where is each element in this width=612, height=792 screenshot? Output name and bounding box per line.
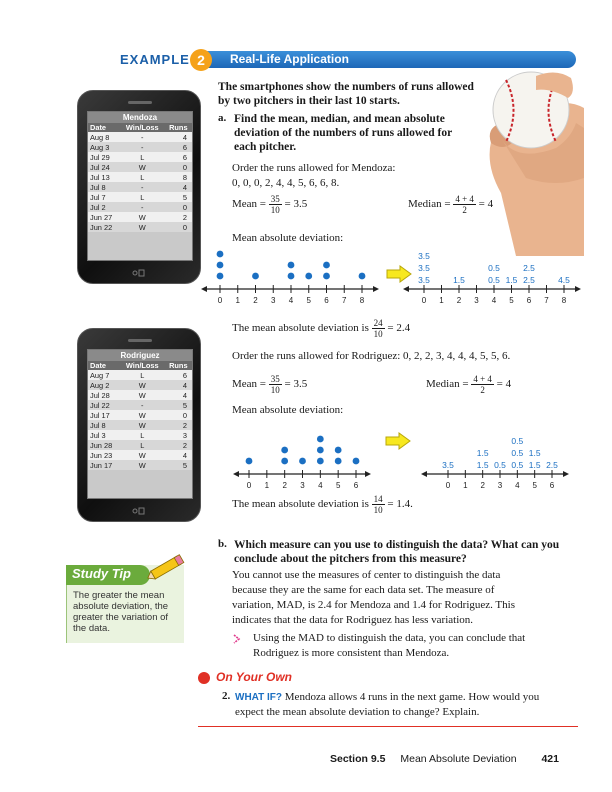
data-dot	[353, 458, 360, 465]
mad-sentence: The mean absolute deviation is	[232, 498, 369, 511]
mendoza-table	[88, 112, 192, 232]
deviation-label: 1.5	[476, 460, 489, 470]
table-header: Runs	[165, 361, 192, 370]
median-result: = 4	[496, 378, 512, 391]
question-line: each pitcher.	[234, 141, 297, 153]
table-cell: 3	[165, 430, 192, 440]
table-cell: 6	[165, 370, 192, 380]
tip-line: greater the variation of	[73, 612, 169, 623]
table-cell: L	[120, 370, 165, 380]
mendoza-mad-result	[232, 318, 410, 339]
tick-label: 5	[335, 481, 341, 490]
table-cell: -	[120, 202, 165, 212]
order-values: 0, 0, 0, 2, 4, 4, 5, 6, 6, 8.	[232, 177, 340, 189]
tip-line: The greater the mean	[73, 590, 165, 601]
deviation-label: 3.5	[418, 263, 430, 273]
tick-label: 4	[318, 481, 323, 490]
table-cell: Jul 8	[88, 182, 120, 192]
phone-speaker	[128, 101, 152, 104]
data-dot	[217, 273, 224, 280]
table-cell: 0	[165, 222, 192, 232]
axis-arrow-left	[421, 471, 427, 477]
rodriguez-median	[426, 374, 511, 395]
table-cell: -	[120, 400, 165, 410]
table-cell: L	[120, 440, 165, 450]
axis-arrow-right	[563, 471, 569, 477]
table-cell: L	[120, 430, 165, 440]
table-cell: 2	[165, 440, 192, 450]
data-dot	[217, 262, 224, 269]
mendoza-dot-plot	[200, 245, 380, 305]
table-cell: Aug 7	[88, 370, 120, 380]
table-header: Win/Loss	[120, 361, 165, 370]
tip-line: absolute deviation, the	[73, 601, 169, 612]
mendoza-table-title: Mendoza	[88, 112, 192, 123]
deviation-label: 0.5	[511, 436, 524, 446]
rodriguez-table	[88, 350, 192, 470]
table-cell: L	[120, 152, 165, 162]
exercise-number: 2.	[222, 690, 231, 702]
part-b-explanation	[232, 568, 515, 628]
data-dot	[323, 262, 330, 269]
table-cell: Aug 2	[88, 380, 120, 390]
table-row	[88, 430, 192, 440]
deviation-label: 3.5	[418, 275, 430, 285]
deviation-label: 3.5	[418, 251, 430, 261]
phone-screen	[87, 111, 193, 261]
table-cell: 4	[165, 182, 192, 192]
deviation-label: 0.5	[488, 263, 500, 273]
mendoza-mean	[232, 194, 307, 215]
table-cell: 6	[165, 142, 192, 152]
median-fraction: $\frac{4 + 4}{2}$	[473, 374, 492, 395]
tick-label: 4	[288, 296, 294, 305]
tick-label: 0	[421, 296, 427, 305]
table-row	[88, 162, 192, 172]
table-cell: W	[120, 460, 165, 470]
study-tip-title: Study Tip	[72, 566, 131, 581]
data-dot	[317, 447, 324, 454]
deviation-label: 1.5	[528, 448, 541, 458]
deviation-label: 2.5	[523, 275, 535, 285]
mad-fraction: $\frac{24}{10}$	[373, 318, 383, 339]
table-cell: Jun 23	[88, 450, 120, 460]
table-cell: -	[120, 142, 165, 152]
part-b-conclusion	[253, 631, 525, 661]
table-cell: -	[120, 132, 165, 142]
table-cell: 4	[165, 132, 192, 142]
mendoza-phone	[77, 90, 201, 284]
exercise-line: Mendoza allows 4 runs in the next game. How would you	[284, 691, 540, 703]
tick-label: 3	[300, 481, 305, 490]
table-cell: Jun 28	[88, 440, 120, 450]
table-cell: 5	[165, 460, 192, 470]
median-label: Median =	[426, 378, 469, 391]
mad-fraction: $\frac{14}{10}$	[373, 494, 383, 515]
deviation-label: 1.5	[505, 275, 518, 285]
mad-result: = 1.4.	[387, 498, 413, 511]
table-row	[88, 182, 192, 192]
deviation-label: 0.5	[511, 448, 524, 458]
tick-label: 7	[342, 296, 347, 305]
table-cell: W	[120, 162, 165, 172]
mean-label: Mean =	[232, 198, 266, 211]
mad-sentence: The mean absolute deviation is	[232, 322, 369, 335]
table-cell: 0	[165, 162, 192, 172]
table-cell: Jul 17	[88, 410, 120, 420]
question-line: Find the mean, median, and mean absolute	[234, 113, 445, 125]
rodriguez-mad-label: Mean absolute deviation:	[232, 404, 344, 416]
exercise-text	[235, 690, 539, 720]
explanation-line: because they are the same for each data set. The measure of	[232, 584, 495, 596]
table-row	[88, 370, 192, 380]
deviation-label: 3.5	[442, 460, 454, 470]
table-cell: L	[120, 172, 165, 182]
question-line: Which measure can you use to distinguish the data? What can you	[234, 539, 560, 551]
table-cell: W	[120, 390, 165, 400]
mean-label: Mean =	[232, 378, 266, 391]
table-row	[88, 400, 192, 410]
deviation-label: 2.5	[523, 263, 535, 273]
divider	[198, 726, 578, 727]
table-row	[88, 390, 192, 400]
mendoza-deviation-plot	[402, 245, 582, 305]
data-dot	[335, 447, 342, 454]
table-cell: L	[120, 192, 165, 202]
tick-label: 1	[439, 296, 444, 305]
data-dot	[359, 273, 366, 280]
table-row	[88, 450, 192, 460]
data-dot	[317, 458, 324, 465]
table-cell: 5	[165, 400, 192, 410]
tick-label: 5	[532, 481, 537, 490]
mad-result: = 2.4	[387, 322, 411, 335]
table-cell: 8	[165, 172, 192, 182]
table-row	[88, 132, 192, 142]
table-row	[88, 460, 192, 470]
rodriguez-mean	[232, 374, 307, 395]
tick-label: 4	[515, 481, 520, 490]
banner-title: Real-Life Application	[230, 52, 349, 66]
tick-label: 6	[353, 481, 359, 490]
tick-label: 0	[217, 296, 223, 305]
deviation-label: 1.5	[528, 460, 541, 470]
explanation-line: You cannot use the measures of center to distinguish the data	[232, 569, 501, 581]
conclusion-arrow-icon	[232, 633, 244, 645]
table-cell: 4	[165, 450, 192, 460]
axis-arrow-right	[575, 286, 581, 292]
table-cell: Jun 27	[88, 212, 120, 222]
table-cell: Aug 3	[88, 142, 120, 152]
table-cell: 5	[165, 192, 192, 202]
table-cell: Jul 24	[88, 162, 120, 172]
tick-label: 6	[549, 481, 555, 490]
footer-section: Section 9.5	[330, 753, 386, 765]
intro-text	[218, 80, 474, 108]
tick-label: 0	[445, 481, 451, 490]
table-row	[88, 192, 192, 202]
explanation-line: variation, MAD, is 2.4 for Mendoza and 1.4 for Rodriguez. This	[232, 599, 515, 611]
rodriguez-order: Order the runs allowed for Rodriguez: 0, 2, 2, 3, 4, 4, 4, 5, 5, 6.	[232, 350, 511, 362]
table-header: Runs	[165, 123, 192, 132]
phone-screen	[87, 349, 193, 499]
question-line: conclude about the pitchers from this measure?	[234, 553, 467, 565]
intro-line: The smartphones show the numbers of runs allowed	[218, 81, 474, 93]
table-cell: W	[120, 450, 165, 460]
tick-label: 3	[497, 481, 503, 490]
table-cell: Jun 22	[88, 222, 120, 232]
tick-label: 6	[526, 296, 532, 305]
axis-arrow-right	[365, 471, 371, 477]
deviation-label: 0.5	[511, 460, 524, 470]
example-label: EXAMPLE	[120, 52, 190, 67]
mendoza-median	[408, 194, 493, 215]
part-b-letter: b.	[218, 538, 227, 550]
rodriguez-phone	[77, 328, 201, 522]
exercise-line: expect the mean absolute deviation to change? Explain.	[235, 706, 480, 718]
tick-label: 2	[456, 296, 462, 305]
phone-nav-icons	[132, 505, 148, 517]
tick-label: 4	[491, 296, 497, 305]
data-dot	[281, 458, 288, 465]
data-dot	[323, 273, 330, 280]
table-header: Date	[88, 361, 120, 370]
table-cell: Jul 29	[88, 152, 120, 162]
explanation-line: indicates that the data for Rodriguez has less variation.	[232, 614, 474, 626]
table-row	[88, 440, 192, 450]
axis-arrow-left	[403, 286, 409, 292]
median-result: = 4	[478, 198, 494, 211]
table-cell: Jul 2	[88, 202, 120, 212]
table-row	[88, 172, 192, 182]
on-your-own-title: On Your Own	[216, 670, 293, 684]
footer-title: Mean Absolute Deviation	[400, 753, 517, 765]
tick-label: 8	[359, 296, 365, 305]
table-cell: Jul 7	[88, 192, 120, 202]
table-row	[88, 380, 192, 390]
table-cell: W	[120, 212, 165, 222]
intro-line: by two pitchers in their last 10 starts.	[218, 95, 400, 107]
mendoza-mad-label: Mean absolute deviation:	[232, 232, 344, 244]
axis-arrow-left	[233, 471, 239, 477]
median-label: Median =	[408, 198, 451, 211]
deviation-label: 0.5	[494, 460, 506, 470]
table-cell: 2	[165, 420, 192, 430]
example-number: 2	[190, 49, 212, 71]
tick-label: 8	[561, 296, 567, 305]
table-cell: Jul 22	[88, 400, 120, 410]
tick-label: 2	[282, 481, 287, 490]
tick-label: 5	[306, 296, 311, 305]
tick-label: 5	[509, 296, 514, 305]
tick-label: 1	[463, 481, 468, 490]
data-dot	[288, 273, 295, 280]
tick-label: 1	[264, 481, 270, 490]
part-a-letter: a.	[218, 112, 227, 124]
table-row	[88, 420, 192, 430]
part-b-question	[234, 538, 559, 566]
pencil-icon	[145, 552, 191, 582]
deviation-label: 1.5	[476, 448, 489, 458]
table-cell: 6	[165, 152, 192, 162]
tick-label: 1	[235, 296, 240, 305]
table-cell: Jul 8	[88, 420, 120, 430]
conclusion-line: Rodriguez is more consistent than Mendoza.	[253, 647, 450, 659]
table-cell: W	[120, 410, 165, 420]
phone-speaker	[128, 339, 152, 342]
deviation-label: 0.5	[488, 275, 500, 285]
tick-label: 2	[480, 481, 485, 490]
rodriguez-deviation-plot	[420, 418, 570, 490]
rodriguez-dot-plot	[232, 418, 372, 490]
deviation-label: 1.5	[453, 275, 465, 285]
table-cell: Jul 13	[88, 172, 120, 182]
data-dot	[252, 273, 259, 280]
page-number: 421	[541, 753, 559, 765]
order-label: Order the runs allowed for Mendoza:	[232, 162, 396, 174]
table-row	[88, 142, 192, 152]
tick-label: 6	[324, 296, 329, 305]
table-row	[88, 212, 192, 222]
baseball-hand-illustration	[476, 68, 584, 256]
table-cell: 4	[165, 390, 192, 400]
data-dot	[288, 262, 295, 269]
deviation-label: 2.5	[546, 460, 558, 470]
table-cell: W	[120, 420, 165, 430]
arrow-icon	[385, 432, 411, 450]
rodriguez-table-title: Rodriguez	[88, 350, 192, 361]
question-line: deviation of the numbers of runs allowed for	[234, 127, 453, 139]
page-footer	[330, 753, 559, 765]
mean-result: = 3.5	[284, 378, 308, 391]
table-cell: W	[120, 380, 165, 390]
table-cell: 2	[165, 212, 192, 222]
tick-label: 0	[246, 481, 252, 490]
table-row	[88, 222, 192, 232]
table-cell: -	[120, 182, 165, 192]
mendoza-order	[232, 161, 395, 191]
tick-label: 2	[253, 296, 258, 305]
tick-label: 7	[544, 296, 549, 305]
table-cell: Jun 17	[88, 460, 120, 470]
rodriguez-mad-result	[232, 494, 413, 515]
table-row	[88, 410, 192, 420]
phone-nav-icons	[132, 267, 148, 279]
axis-arrow-left	[201, 286, 207, 292]
table-cell: Jul 3	[88, 430, 120, 440]
tick-label: 3	[474, 296, 479, 305]
deviation-label: 4.5	[558, 275, 570, 285]
mean-fraction: $\frac{35}{10}$	[270, 374, 280, 395]
part-a-question	[234, 112, 452, 154]
table-cell: W	[120, 222, 165, 232]
table-cell: 4	[165, 380, 192, 390]
table-cell: Jul 28	[88, 390, 120, 400]
data-dot	[335, 458, 342, 465]
table-cell: 0	[165, 202, 192, 212]
data-dot	[305, 273, 312, 280]
table-header: Date	[88, 123, 120, 132]
median-fraction: $\frac{4 + 4}{2}$	[455, 194, 474, 215]
table-row	[88, 152, 192, 162]
data-dot	[317, 436, 324, 443]
tip-line: the data.	[73, 623, 110, 634]
study-tip-text	[73, 590, 179, 634]
data-dot	[281, 447, 288, 454]
conclusion-line: Using the MAD to distinguish the data, you can conclude that	[253, 632, 526, 644]
mean-fraction: $\frac{35}{10}$	[270, 194, 280, 215]
tick-label: 3	[271, 296, 276, 305]
data-dot	[299, 458, 306, 465]
axis-arrow-right	[373, 286, 379, 292]
data-dot	[217, 251, 224, 258]
table-row	[88, 202, 192, 212]
what-if-label: WHAT IF?	[235, 692, 283, 703]
table-header: Win/Loss	[120, 123, 165, 132]
table-cell: Aug 8	[88, 132, 120, 142]
table-cell: 0	[165, 410, 192, 420]
on-your-own-icon	[198, 672, 210, 684]
mean-result: = 3.5	[284, 198, 308, 211]
data-dot	[246, 458, 253, 465]
